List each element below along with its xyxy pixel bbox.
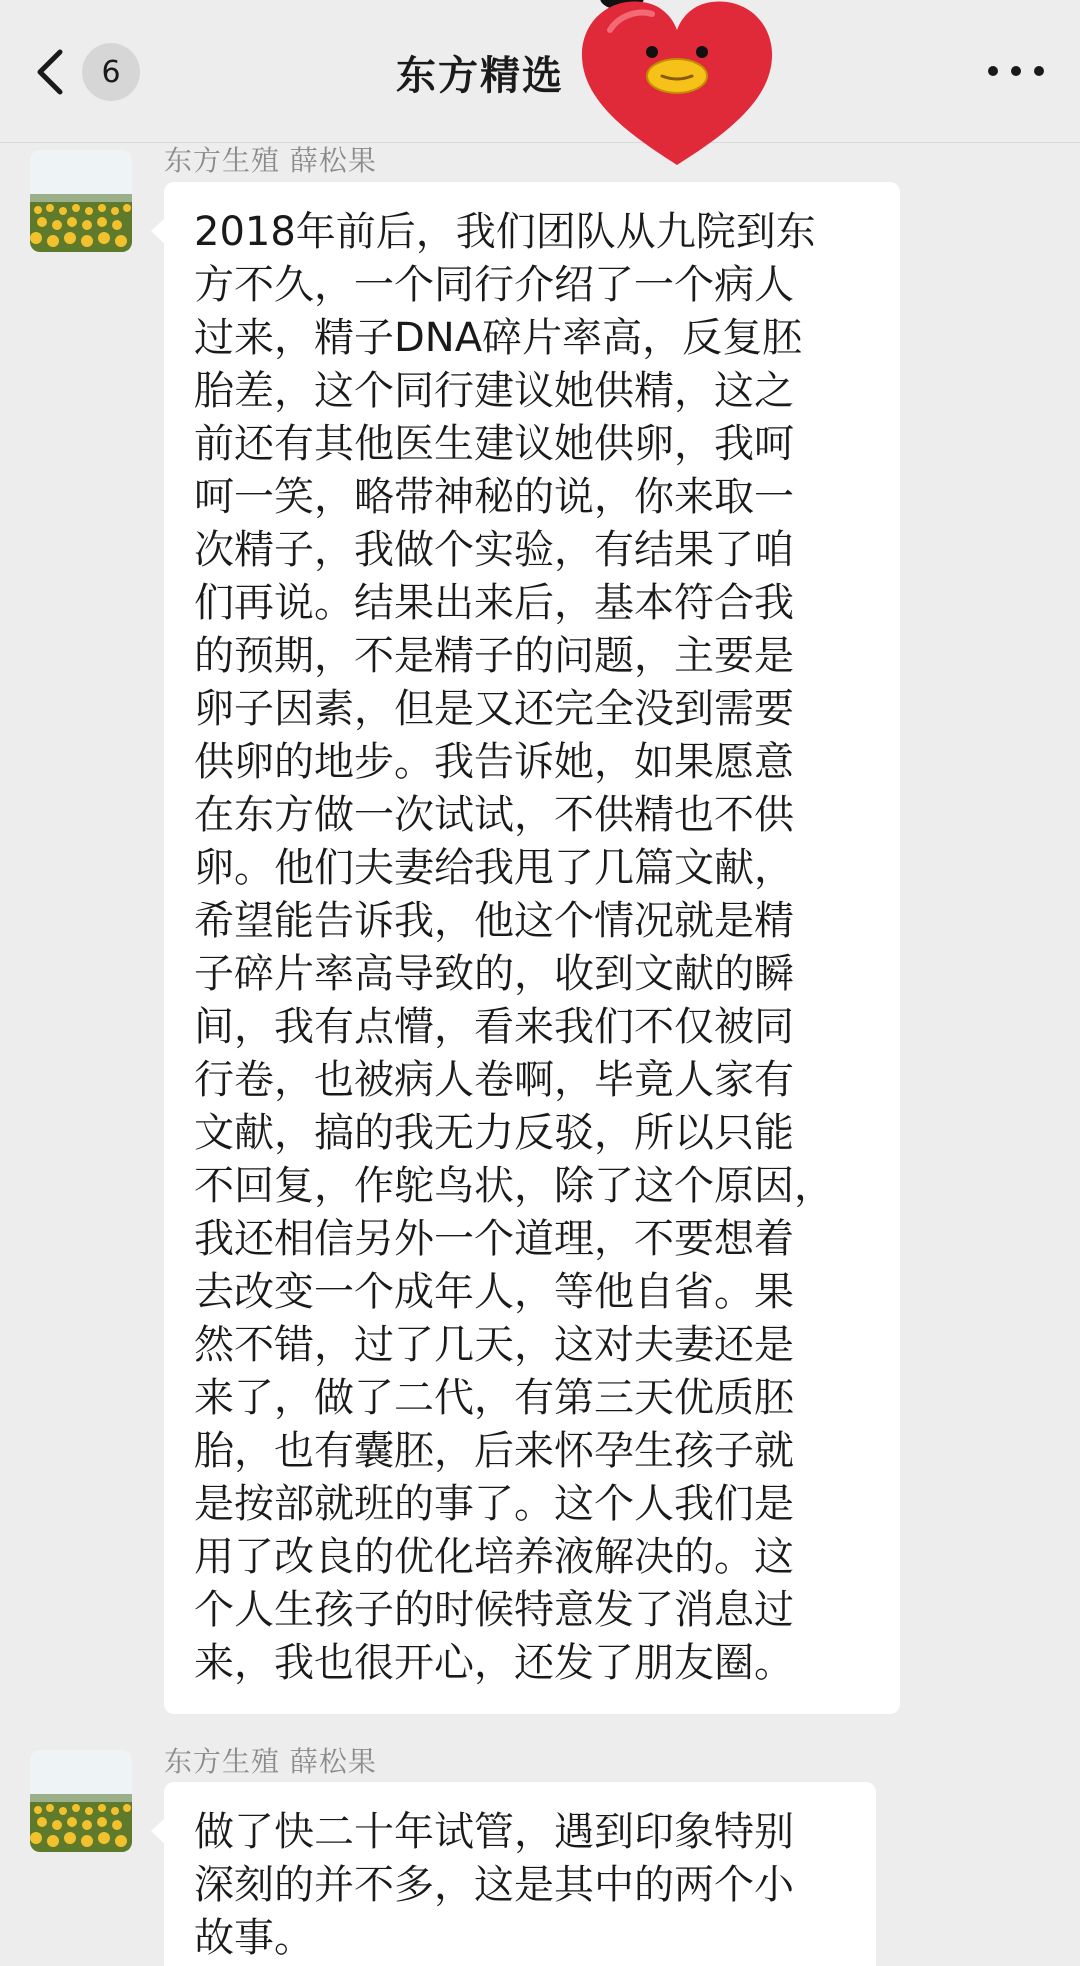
chat-title: 东方精选 xyxy=(396,53,564,99)
more-options-button[interactable] xyxy=(988,56,1044,86)
more-dot-icon xyxy=(988,66,998,76)
sender-name: 东方生殖 薛松果 xyxy=(164,1745,377,1778)
message-bubble[interactable]: 2018年前后，我们团队从九院到东 方不久，一个同行介绍了一个病人 过来，精子DNA碎片率高，反复胚 胎差，这个同行建议她供精，这之 前还有其他医生建议她供卵，我呵 呵一笑，略带神秘的说，你来取一 次精子，我做个实验，有结果了咱 们再说。结果出来后，基本符合我 的预期，不是精子的问题，主要是 卵子因素，但是又还完全没到需要 供卵的地步。我告诉她，如果愿意 在东方做一次试试，不供精也不供 卵。他们夫妻给我甩了几篇文献， 希望能告诉我，他这个情况就是精 子碎片率高导致的，收到文献的瞬 间，我有点懵，看来我们不仅被同 行卷，也被病人卷啊，毕竟人家有 文献，搞的我无力反驳，所以只能 不回复，作鸵鸟状，除了这个原因， 我还相信另外一个道理，不要想着 去改变一个成年人，等他自省。果 然不错，过了几天，这对夫妻还是 来了，做了二代，有第三天优质胚 胎，也有囊胚，后来怀孕生孩子就 是按部就班的事了。这个人我们是 用了改良的优化培养液解决的。这 个人生孩子的时候特意发了消息过 来，我也很开心，还发了朋友圈。 xyxy=(164,182,900,1714)
avatar[interactable] xyxy=(30,150,132,252)
more-dot-icon xyxy=(1011,66,1021,76)
sender-name: 东方生殖 薛松果 xyxy=(164,144,377,177)
sunflower-field-icon xyxy=(30,1750,132,1852)
avatar[interactable] xyxy=(30,1750,132,1852)
message-bubble[interactable]: 做了快二十年试管，遇到印象特别 深刻的并不多，这是其中的两个小 故事。 xyxy=(164,1782,876,1966)
chat-header xyxy=(0,0,1080,143)
sunflower-field-icon xyxy=(30,150,132,252)
more-dot-icon xyxy=(1034,66,1044,76)
unread-count-badge: 6 xyxy=(82,43,140,101)
heart-sticker-icon xyxy=(570,0,785,175)
